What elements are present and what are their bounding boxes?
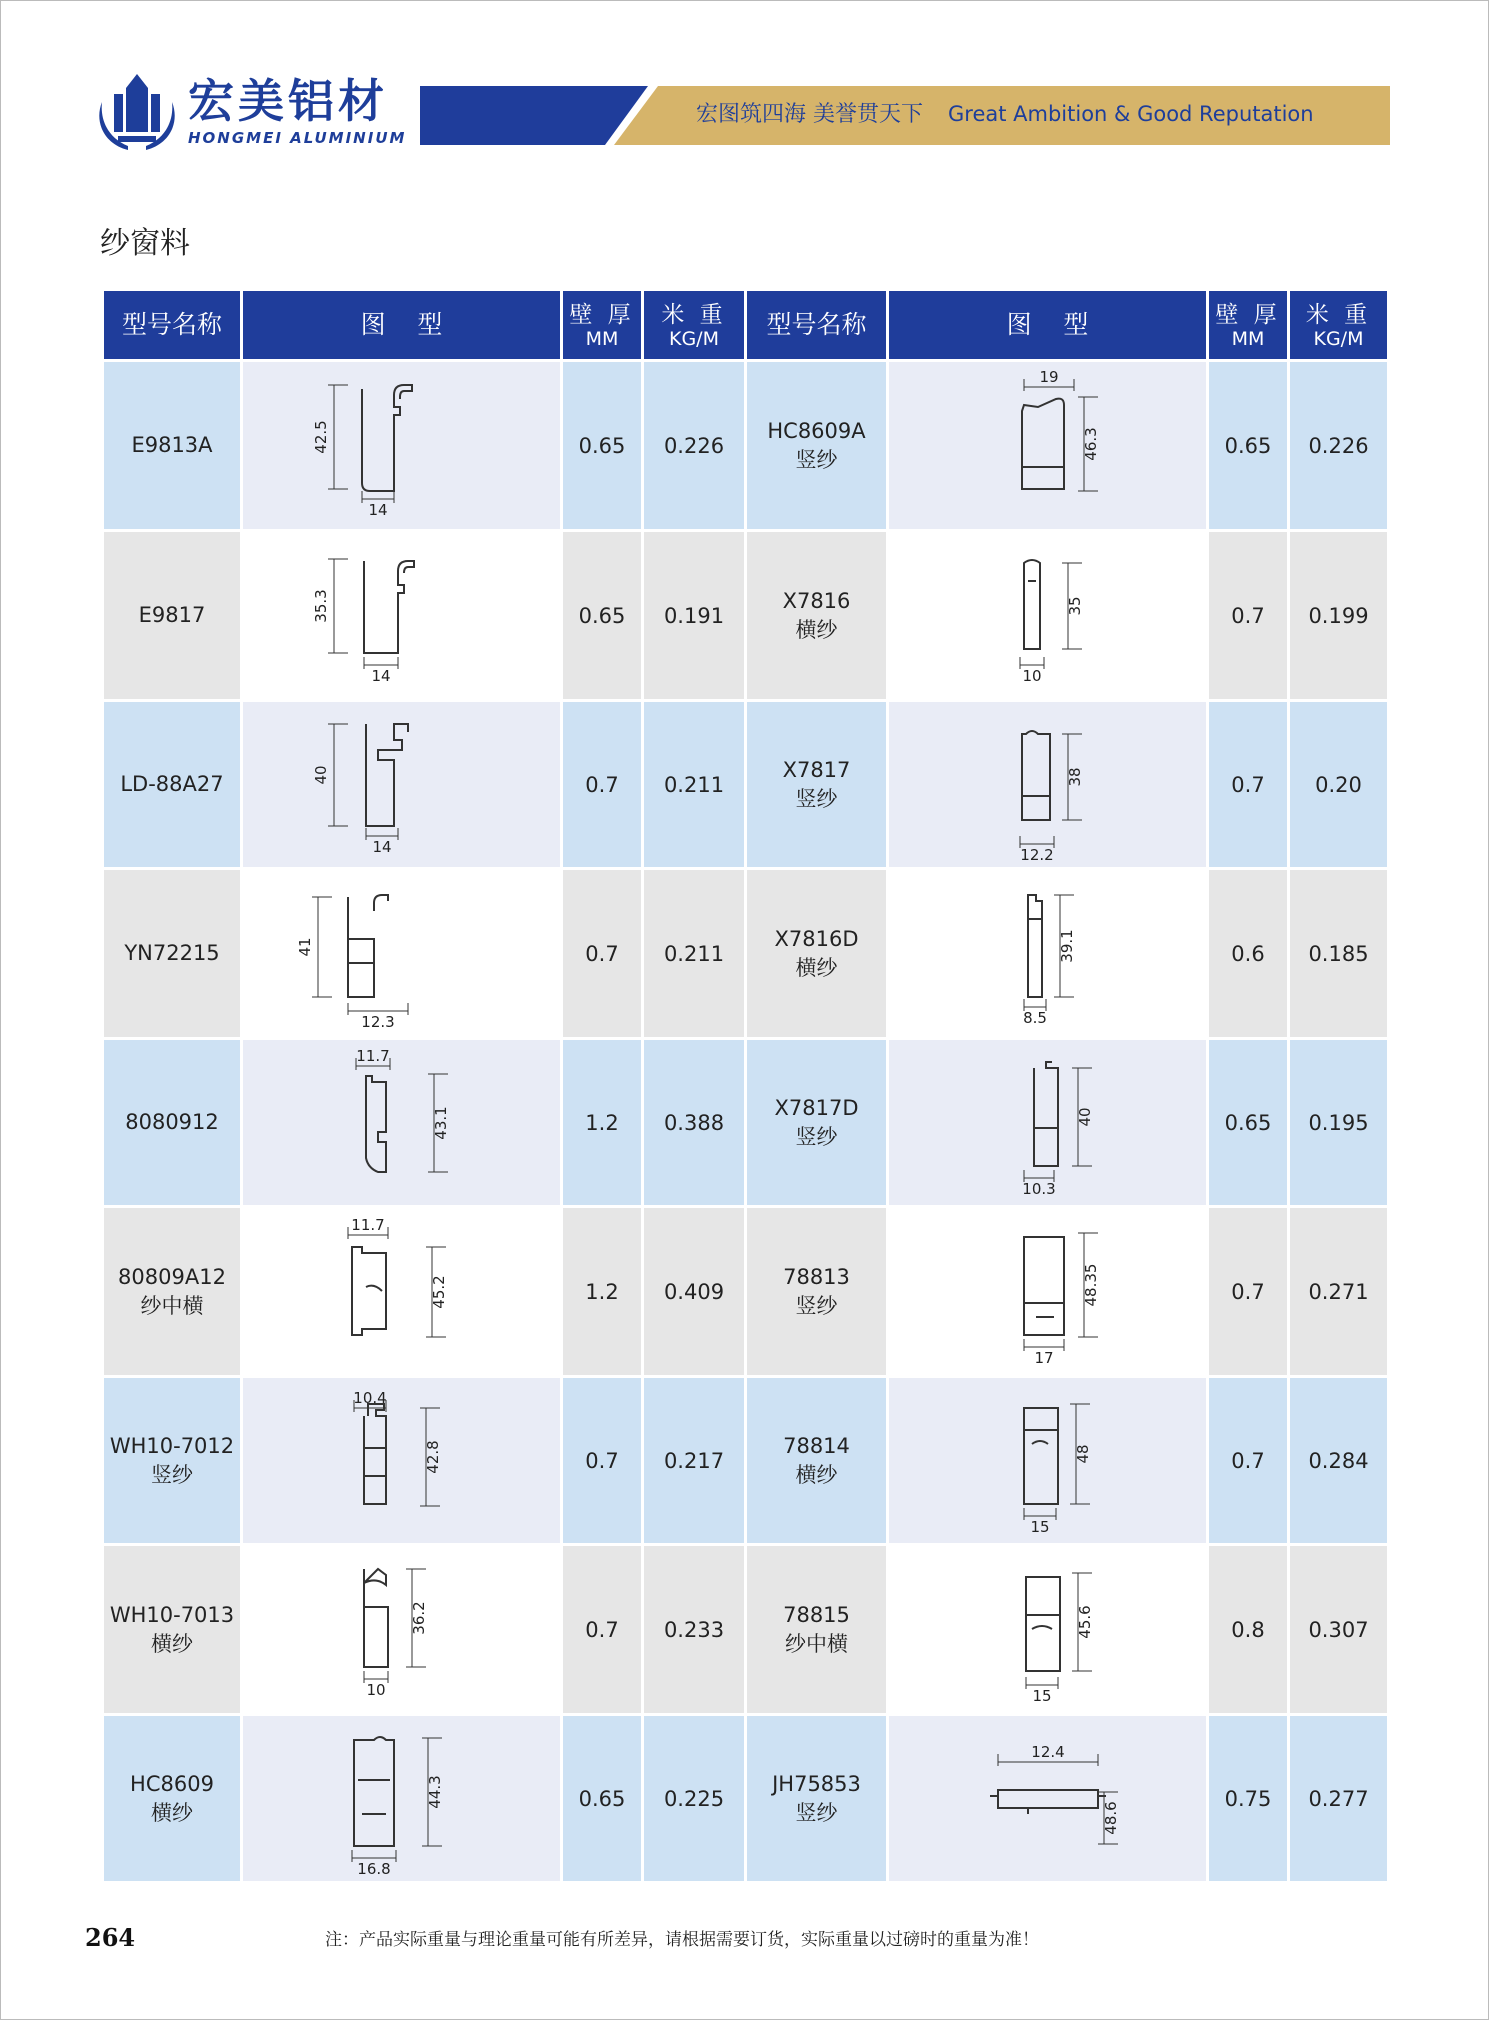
header-model-2: 型号名称	[746, 290, 888, 361]
wall-thickness-cell: 0.8	[1208, 1545, 1289, 1715]
profile-outline	[364, 561, 414, 653]
table-row	[103, 531, 1389, 701]
wall-thickness-cell: 0.7	[562, 1377, 643, 1545]
table-header-row	[103, 290, 1389, 361]
profile-outline	[364, 1404, 386, 1504]
model-name: 78813	[783, 1264, 850, 1289]
header-weight-unit: KG/M	[669, 328, 719, 350]
wall-thickness-cell: 0.65	[562, 531, 643, 701]
model-type: 横纱	[795, 1462, 838, 1487]
wall-thickness-cell: 0.7	[1208, 1377, 1289, 1545]
meter-weight-cell: 0.226	[643, 361, 746, 531]
profile-diagram	[282, 541, 522, 691]
dimension-label-horizontal: 19	[1038, 370, 1059, 386]
wall-thickness-cell: 0.75	[1208, 1715, 1289, 1883]
model-cell	[103, 361, 242, 531]
meter-weight-cell: 0.211	[643, 869, 746, 1039]
model-name: E9813A	[131, 433, 213, 457]
header-shape	[242, 290, 562, 361]
shape-cell	[888, 531, 1208, 701]
meter-weight-cell: 0.225	[643, 1715, 746, 1883]
wall-thickness-cell: 1.2	[562, 1207, 643, 1377]
profile-outline	[990, 1790, 1106, 1814]
dimension-label-horizontal: 10.4	[352, 1388, 387, 1407]
header-wall	[562, 290, 643, 361]
dimension-label-vertical: 43.1	[431, 1105, 450, 1140]
dimension-label-vertical: 48	[1073, 1443, 1092, 1464]
shape-cell	[242, 531, 562, 701]
model-name: JH75853	[772, 1771, 861, 1796]
dimension-label-vertical: 40	[1075, 1106, 1094, 1127]
meter-weight-cell: 0.185	[1289, 869, 1389, 1039]
model-cell	[103, 1715, 242, 1883]
dimension-label-vertical: 42.8	[423, 1439, 442, 1474]
table-row	[103, 1715, 1389, 1883]
dimension-label-horizontal: 11.7	[355, 1047, 390, 1065]
profile-diagram	[282, 1555, 522, 1705]
model-cell	[746, 1377, 888, 1545]
profile-diagram	[928, 1217, 1168, 1367]
footer-note: 注：产品实际重量与理论重量可能有所差异，请根据需要订货，实际重量以过磅时的重量为准！	[325, 1930, 1039, 1950]
wall-thickness-cell: 0.65	[562, 1715, 643, 1883]
shape-cell	[888, 701, 1208, 869]
shape-cell	[888, 1207, 1208, 1377]
model-cell	[103, 1377, 242, 1545]
model-cell	[103, 869, 242, 1039]
model-cell	[103, 701, 242, 869]
dimension-label-vertical: 41	[295, 936, 314, 957]
model-name: HC8609A	[767, 418, 866, 443]
wall-thickness-cell: 0.7	[562, 869, 643, 1039]
model-type: 竖纱	[795, 1124, 838, 1149]
dimension-label-vertical: 38	[1065, 766, 1084, 787]
wall-thickness-cell: 0.6	[1208, 869, 1289, 1039]
shape-cell	[888, 1377, 1208, 1545]
model-cell	[746, 869, 888, 1039]
meter-weight-cell: 0.211	[643, 701, 746, 869]
dimension-label-vertical: 45.2	[429, 1274, 448, 1309]
header-weight-unit-2: KG/M	[1313, 328, 1364, 350]
dimension-label-vertical: 48.35	[1081, 1263, 1100, 1306]
shape-cell	[888, 1715, 1208, 1883]
profile-diagram	[928, 541, 1168, 691]
dimension-label-vertical: 48.6	[1101, 1800, 1120, 1835]
header-wall-label: 壁 厚	[569, 302, 635, 328]
slogan-en: Great Ambition & Good Reputation	[948, 102, 1314, 126]
model-cell	[746, 1715, 888, 1883]
header-wall-unit: MM	[585, 328, 619, 350]
model-name: E9817	[138, 603, 206, 627]
model-type: 横纱	[151, 1631, 193, 1656]
model-name: X7817D	[774, 1095, 859, 1120]
slogan-cn: 宏图筑四海 美誉贯天下	[696, 102, 923, 127]
model-name: 78814	[783, 1433, 850, 1458]
meter-weight-cell: 0.409	[643, 1207, 746, 1377]
header-wall-label-2: 壁 厚	[1215, 302, 1281, 328]
dimension-label-horizontal: 12.3	[360, 1012, 395, 1029]
meter-weight-cell: 0.388	[643, 1039, 746, 1207]
slogan	[696, 101, 1314, 128]
model-cell	[746, 361, 888, 531]
model-type: 竖纱	[795, 1293, 838, 1318]
model-cell	[103, 1545, 242, 1715]
model-name: 8080912	[125, 1110, 219, 1134]
shape-cell	[888, 869, 1208, 1039]
model-cell	[746, 701, 888, 869]
model-type: 横纱	[151, 1800, 193, 1825]
profile-diagram	[928, 1724, 1168, 1874]
dimension-label-horizontal: 14	[370, 666, 391, 685]
profile-diagram	[282, 879, 522, 1029]
model-name: X7816D	[774, 926, 859, 951]
dimension-label-horizontal: 12.2	[1019, 845, 1054, 860]
profile-outline	[1026, 1577, 1060, 1671]
wall-thickness-cell: 0.65	[562, 361, 643, 531]
profile-diagram	[928, 1048, 1168, 1198]
wall-thickness-cell: 0.7	[562, 701, 643, 869]
model-type: 横纱	[795, 955, 838, 980]
wall-thickness-cell: 0.65	[1208, 1039, 1289, 1207]
profile-outline	[1024, 1237, 1064, 1335]
dimension-label-horizontal: 11.7	[350, 1216, 385, 1234]
profile-diagram	[928, 1386, 1168, 1536]
header-wall-2	[1208, 290, 1289, 361]
shape-cell	[242, 1545, 562, 1715]
model-type: 竖纱	[795, 447, 838, 472]
table-row	[103, 1377, 1389, 1545]
profile-diagram	[282, 1386, 522, 1536]
wall-thickness-cell: 1.2	[562, 1039, 643, 1207]
model-cell	[103, 1207, 242, 1377]
shape-cell	[242, 1039, 562, 1207]
profile-outline	[366, 724, 408, 826]
header-weight-label-2: 米 重	[1305, 302, 1372, 328]
model-type: 纱中横	[140, 1293, 204, 1318]
model-name: HC8609	[130, 1771, 214, 1796]
model-name: 80809A12	[118, 1264, 226, 1289]
dimension-label-vertical: 45.6	[1075, 1604, 1094, 1639]
dimension-label-vertical: 40	[311, 764, 330, 785]
header-shape-label-2: 图 型	[1006, 310, 1089, 339]
table-row	[103, 701, 1389, 869]
model-type: 竖纱	[795, 786, 838, 811]
profile-outline	[1024, 1408, 1058, 1504]
brand-name-cn: 宏美铝材	[188, 74, 388, 128]
model-name: X7816	[782, 588, 851, 613]
dimension-label-horizontal: 12.4	[1030, 1742, 1065, 1761]
dimension-label-horizontal: 17	[1033, 1348, 1054, 1367]
table-row	[103, 361, 1389, 531]
dimension-label-horizontal: 15	[1029, 1517, 1050, 1536]
profile-diagram	[282, 1048, 522, 1198]
header-wall-unit-2: MM	[1231, 328, 1265, 350]
dimension-label-vertical: 44.3	[425, 1774, 444, 1809]
model-name: WH10-7012	[109, 1433, 235, 1458]
wall-thickness-cell: 0.7	[562, 1545, 643, 1715]
profile-diagram	[928, 710, 1168, 860]
dimension-label-horizontal: 16.8	[356, 1859, 391, 1874]
meter-weight-cell: 0.199	[1289, 531, 1389, 701]
wall-thickness-cell: 0.7	[1208, 701, 1289, 869]
table-body	[103, 361, 1389, 1883]
meter-weight-cell: 0.307	[1289, 1545, 1389, 1715]
table-row	[103, 869, 1389, 1039]
shape-cell	[242, 1207, 562, 1377]
meter-weight-cell: 0.277	[1289, 1715, 1389, 1883]
section-title: 纱窗料	[100, 226, 190, 261]
header-weight-2	[1289, 290, 1389, 361]
model-type: 竖纱	[795, 1800, 838, 1825]
model-name: X7817	[782, 757, 851, 782]
profile-diagram	[282, 1217, 522, 1367]
profile-outline	[1024, 560, 1040, 649]
meter-weight-cell: 0.233	[643, 1545, 746, 1715]
profile-outline	[348, 895, 388, 997]
model-name: YN72215	[124, 941, 220, 965]
model-name: 78815	[783, 1602, 850, 1627]
meter-weight-cell: 0.217	[643, 1377, 746, 1545]
table-row	[103, 1039, 1389, 1207]
model-cell	[746, 1207, 888, 1377]
dimension-label-vertical: 35	[1065, 595, 1084, 616]
profile-diagram	[282, 710, 522, 860]
profile-outline	[364, 1569, 388, 1667]
profile-diagram	[928, 1555, 1168, 1705]
profile-outline	[352, 1247, 386, 1335]
header-model: 型号名称	[103, 290, 242, 361]
shape-cell	[242, 869, 562, 1039]
dimension-label-horizontal: 10	[1021, 666, 1042, 685]
profile-outline	[1028, 895, 1042, 997]
model-type: 纱中横	[785, 1631, 848, 1656]
header-shape-2	[888, 290, 1208, 361]
header-weight-label: 米 重	[661, 302, 727, 328]
model-cell	[103, 1039, 242, 1207]
dimension-label-horizontal: 14	[371, 837, 392, 856]
dimension-label-vertical: 46.3	[1081, 426, 1100, 461]
header-shape-label: 图 型	[360, 310, 443, 339]
profile-diagram	[282, 1724, 522, 1874]
wall-thickness-cell: 0.65	[1208, 361, 1289, 531]
model-type: 竖纱	[151, 1462, 193, 1487]
model-cell	[746, 1545, 888, 1715]
profile-outline	[1022, 398, 1064, 488]
model-type: 横纱	[795, 617, 838, 642]
dimension-label-vertical: 35.3	[311, 588, 330, 623]
meter-weight-cell: 0.284	[1289, 1377, 1389, 1545]
dimension-label-horizontal: 14	[367, 500, 388, 519]
meter-weight-cell: 0.226	[1289, 361, 1389, 531]
dimension-label-horizontal: 15	[1031, 1686, 1052, 1705]
shape-cell	[242, 361, 562, 531]
dimension-label-vertical: 36.2	[409, 1600, 428, 1635]
dimension-label-horizontal: 8.5	[1022, 1008, 1047, 1027]
dimension-label-horizontal: 10.3	[1021, 1179, 1056, 1198]
profile-outline	[354, 1737, 394, 1846]
model-name: LD-88A27	[120, 772, 224, 796]
page-number: 264	[85, 1923, 136, 1952]
header-weight	[643, 290, 746, 361]
shape-cell	[242, 1377, 562, 1545]
meter-weight-cell: 0.195	[1289, 1039, 1389, 1207]
shape-cell	[888, 361, 1208, 531]
model-cell	[746, 531, 888, 701]
table-row	[103, 1545, 1389, 1715]
profile-diagram	[928, 371, 1168, 521]
shape-cell	[242, 701, 562, 869]
profile-outline	[1034, 1062, 1058, 1166]
model-cell	[103, 531, 242, 701]
table-row	[103, 1207, 1389, 1377]
meter-weight-cell: 0.271	[1289, 1207, 1389, 1377]
meter-weight-cell: 0.20	[1289, 701, 1389, 869]
shape-cell	[242, 1715, 562, 1883]
wall-thickness-cell: 0.7	[1208, 531, 1289, 701]
profile-outline	[366, 1076, 386, 1172]
brand-name-en: HONGMEI ALUMINIUM	[188, 129, 407, 147]
model-name: WH10-7013	[109, 1602, 235, 1627]
product-table	[101, 288, 1390, 1884]
company-logo-icon	[98, 72, 176, 154]
shape-cell	[888, 1039, 1208, 1207]
dimension-label-vertical: 42.5	[311, 419, 330, 454]
meter-weight-cell: 0.191	[643, 531, 746, 701]
profile-outline	[1022, 731, 1050, 820]
dimension-label-horizontal: 10	[365, 1680, 386, 1699]
wall-thickness-cell: 0.7	[1208, 1207, 1289, 1377]
profile-diagram	[282, 371, 522, 521]
profile-outline	[362, 385, 412, 491]
dimension-label-vertical: 39.1	[1057, 928, 1076, 963]
profile-diagram	[928, 879, 1168, 1029]
shape-cell	[888, 1545, 1208, 1715]
model-cell	[746, 1039, 888, 1207]
